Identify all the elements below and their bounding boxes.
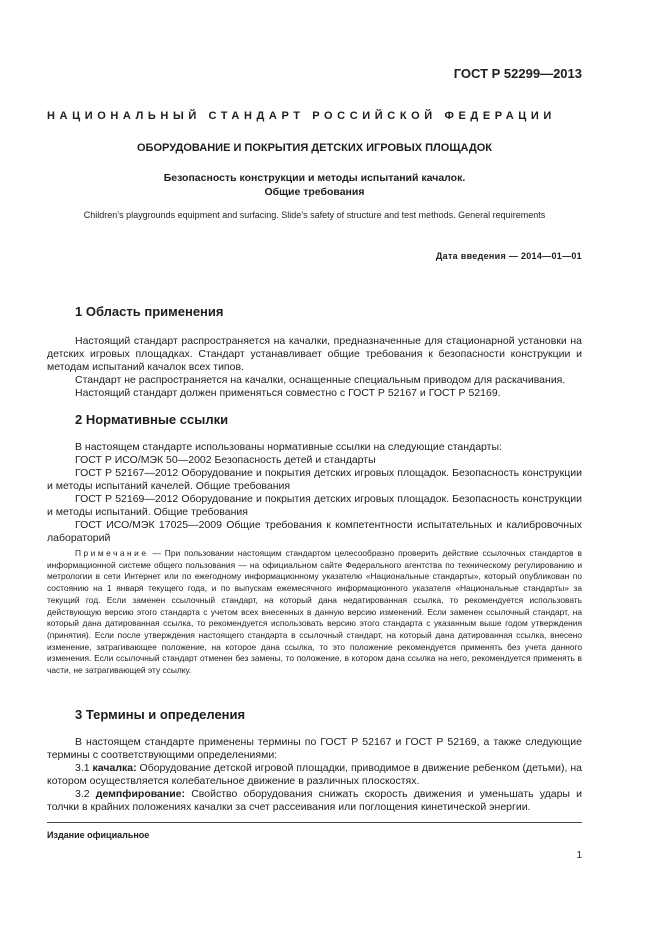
term-number: 3.1 [75,762,93,774]
term-name: демпфирование: [95,788,186,800]
section-1-paragraph: Настоящий стандарт должен применяться совместно с ГОСТ Р 52167 и ГОСТ Р 52169. [75,387,501,399]
document-title: ОБОРУДОВАНИЕ И ПОКРЫТИЯ ДЕТСКИХ ИГРОВЫХ ПЛОЩАДОК [137,142,492,154]
official-edition-label: Издание официальное [47,830,150,840]
footer-divider [47,822,582,823]
section-2-heading: 2 Нормативные ссылки [75,412,229,427]
note-text: — При пользовании настоящим стандартом целесообразно проверить действие ссылочных стандартов в информационной системе общего пользования — на официальном сайте Федерального агентства по техническому регулированию и метрологии в сети Интернет или по ежегодному информационному указателю «Национальные стандарты», который опубликован по состоянию на 1 января текущего года, и по выпускам ежемесячного информационного указателя «Национальные стандарты» за текущий год. Если заменен ссылочный стандарт, на который дана недатированная ссылка, то рекомендуется использовать действующую версию этого стандарта с учетом всех внесенных в данную версию изменений. Если заменен ссылочный стандарт, на который дана датированная ссылка, то рекомендуется использовать версию этого стандарта с указанным выше годом утверждения (принятия). Если после утверждения настоящего стандарта в ссылочный стандарт, на который дана датированная ссылка, внесено изменение, затрагивающее положение, на которое дана ссылка, то это положение рекомендуется применять без учета данного изменения. Если ссылочный стандарт отменен без замены, то положение, в котором дана ссылка на него, рекомендуется применять в части, не затрагивающей эту ссылку. [47,548,582,676]
document-subtitle-line2: Общие требования [264,186,365,198]
reference-note [47,548,582,677]
introduction-date: Дата введения — 2014—01—01 [435,251,582,261]
term-number: 3.2 [75,788,96,800]
section-1-body [47,335,582,400]
section-3-paragraph: В настоящем стандарте применены термины по ГОСТ Р 52167 и ГОСТ Р 52169, а также следующие термины с соответствующими определениями: [47,736,582,761]
section-2-paragraph: В настоящем стандарте использованы нормативные ссылки на следующие стандарты: [75,441,502,453]
term-definition [47,788,582,814]
section-1-heading: 1 Область применения [75,304,224,319]
page-number: 1 [576,850,582,861]
reference-item: ГОСТ ИСО/МЭК 17025—2009 Общие требования к компетентности испытательных и калибровочных лабораторий [47,519,582,544]
note-label: Примечание [75,548,149,558]
national-standard-banner: НАЦИОНАЛЬНЫЙ СТАНДАРТ РОССИЙСКОЙ ФЕДЕРАЦИИ [47,110,556,122]
section-1-paragraph: Стандарт не распространяется на качалки, оснащенные специальным приводом для раскачивания. [75,374,566,386]
reference-item: ГОСТ Р 52167—2012 Оборудование и покрытия детских игровых площадок. Безопасность конструкции и методы испытаний качелей. Общие требования [47,467,582,492]
reference-item: ГОСТ Р ИСО/МЭК 50—2002 Безопасность детей и стандарты [75,454,376,466]
term-text: Свойство оборудования снижать скорость движения и уменьшать удары и толчки в крайних положениях качалки за счет рассеивания или поглощения кинетической энергии. [47,788,583,813]
term-definition [47,762,582,788]
document-subtitle-line1: Безопасность конструкции и методы испытаний качалок. [163,172,466,184]
section-3-heading: 3 Термины и определения [75,707,246,722]
term-name: качалка: [92,762,137,774]
english-title: Children’s playgrounds equipment and surfacing. Slide’s safety of structure and test methods. General requirements [83,210,546,220]
document-number: ГОСТ Р 52299—2013 [453,66,582,81]
term-text: Оборудование детской игровой площадки, приводимое в движение ребенком (детьми), на котором осуществляется колебательное движение в различных плоскостях. [47,762,582,787]
section-3-body [47,736,582,814]
section-2-body [47,441,582,545]
reference-item: ГОСТ Р 52169—2012 Оборудование и покрытия детских игровых площадок. Безопасность конструкции и методы испытаний. Общие требования [47,493,582,518]
section-1-paragraph: Настоящий стандарт распространяется на качалки, предназначенные для стационарной установки на детских игровых площадках. Стандарт устанавливает общие требования к безопасности конструкции и методам испытаний качалок всех типов. [47,335,582,373]
